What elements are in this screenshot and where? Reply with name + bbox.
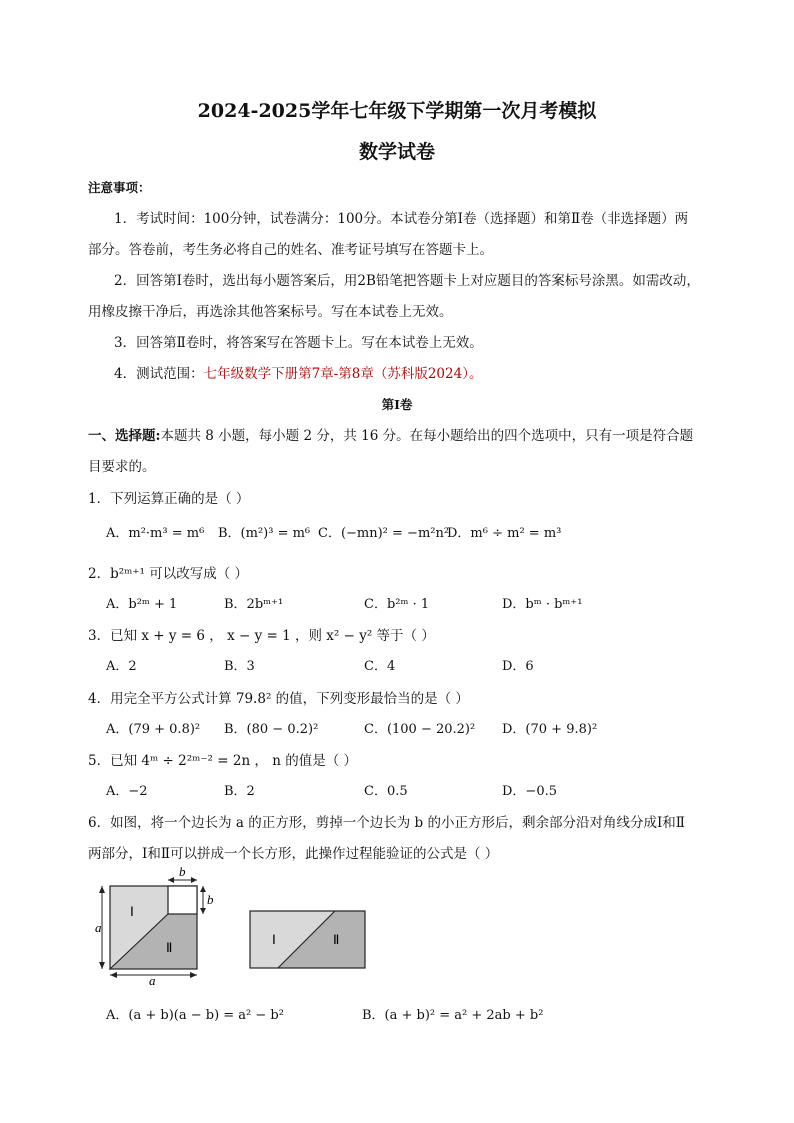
arrowhead-icon — [99, 962, 105, 969]
q2-option-d: D．bᵐ · bᵐ⁺¹ — [502, 597, 583, 612]
q4-option-d: D．(70 + 9.8)² — [502, 722, 598, 737]
q3-option-d: D．6 — [502, 659, 534, 674]
q5-option-b: B．2 — [224, 784, 255, 799]
section-one-desc-b: 目要求的。 — [88, 459, 156, 475]
q3-option-c: C．4 — [364, 659, 396, 674]
part-one-heading: 第Ⅰ卷 — [381, 397, 413, 412]
q4-option-b: B．(80 − 0.2)² — [224, 722, 319, 737]
q1-stem: 1．下列运算正确的是（ ） — [88, 491, 250, 507]
q5-option-d: D．−0.5 — [502, 784, 557, 799]
q2-option-a: A．b²ᵐ + 1 — [106, 597, 178, 612]
arrowhead-icon — [200, 886, 206, 892]
notice-item-2a: 2．回答第Ⅰ卷时，选出每小题答案后，用2B铅笔把答题卡上对应题目的答案标号涂黑。如需改动， — [114, 273, 700, 289]
notice-item-4 — [114, 362, 482, 382]
q2-stem: 2．b²ᵐ⁺¹ 可以改写成（ ） — [88, 566, 249, 582]
arrowhead-icon — [191, 877, 197, 883]
notice-item-4-scope: 七年级数学下册第7章-第8章（苏科版2024）。 — [203, 366, 483, 382]
q4-option-c: C．(100 − 20.2)² — [364, 722, 476, 737]
arrowhead-icon — [110, 972, 117, 978]
q1-option-d: D．m⁶ ÷ m² = m³ — [447, 526, 562, 541]
q1-option-c: C．(−mn)² = −m²n² — [318, 526, 450, 541]
q1-option-b: B．(m²)³ = m⁶ — [218, 526, 311, 541]
section-one-desc-a: 本题共 8 小题，每小题 2 分，共 16 分。在每小题给出的四个选项中，只有一项是符合题 — [160, 428, 694, 444]
page-subtitle: 数学试卷 — [358, 141, 435, 163]
q2-option-b: B．2bᵐ⁺¹ — [224, 597, 284, 612]
notice-item-1b: 部分。答卷前，考生务必将自己的姓名、准考证号填写在答题卡上。 — [88, 242, 493, 258]
page-title: 2024-2025学年七年级下学期第一次月考模拟 — [197, 100, 597, 122]
notice-item-4-prefix: 4．测试范围： — [114, 366, 204, 382]
rect-region-two-label: Ⅱ — [333, 932, 340, 947]
notice-item-1a: 1．考试时间：100分钟，试卷满分：100分。本试卷分第Ⅰ卷（选择题）和第Ⅱ卷（非选择题）两 — [114, 211, 689, 227]
q3-stem: 3．已知 x + y = 6 ， x − y = 1 ，则 x² − y² 等于（ ） — [88, 628, 435, 644]
notice-heading: 注意事项： — [88, 180, 151, 195]
q4-stem: 4．用完全平方公式计算 79.8² 的值，下列变形最恰当的是（ ） — [88, 691, 469, 707]
notice-item-3: 3．回答第Ⅱ卷时，将答案写在答题卡上。写在本试卷上无效。 — [114, 335, 483, 351]
q5-stem: 5．已知 4ᵐ ÷ 2²ᵐ⁻² = 2n ， n 的值是（ ） — [88, 753, 357, 769]
region-one-label: Ⅰ — [130, 904, 134, 919]
q5-option-a: A．−2 — [106, 784, 148, 799]
rearranged-rectangle-figure — [247, 908, 369, 972]
label-b-top: b — [179, 864, 186, 879]
arrowhead-icon — [190, 972, 197, 978]
section-one-label: 一、选择题: — [88, 428, 161, 444]
q6-stem-a: 6．如图，将一个边长为 a 的正方形，剪掉一个边长为 b 的小正方形后，剩余部分沿对角线分成Ⅰ和Ⅱ — [88, 815, 685, 831]
arrowhead-icon — [200, 908, 206, 914]
q5-option-c: C．0.5 — [364, 784, 408, 799]
section-one-intro — [88, 424, 693, 444]
removed-small-square — [168, 886, 197, 914]
region-two-label: Ⅱ — [166, 940, 173, 955]
q6-stem-b: 两部分，Ⅰ和Ⅱ可以拼成一个长方形，此操作过程能验证的公式是（ ） — [88, 846, 499, 862]
cut-square-figure — [92, 864, 232, 988]
q3-option-a: A．2 — [106, 659, 137, 674]
q3-option-b: B．3 — [224, 659, 255, 674]
q6-option-a: A．(a + b)(a − b) = a² − b² — [106, 1008, 284, 1023]
rect-region-one-label: Ⅰ — [272, 932, 276, 947]
label-a-bottom: a — [149, 973, 156, 988]
label-a-side: a — [95, 920, 102, 935]
q4-option-a: A．(79 + 0.8)² — [106, 722, 201, 737]
arrowhead-icon — [99, 886, 105, 893]
q2-option-c: C．b²ᵐ · 1 — [364, 597, 430, 612]
q1-option-a: A．m²·m³ = m⁶ — [106, 526, 205, 541]
label-b-side: b — [207, 892, 214, 907]
arrowhead-icon — [168, 877, 174, 883]
q6-option-b: B．(a + b)² = a² + 2ab + b² — [362, 1008, 544, 1023]
notice-item-2b: 用橡皮擦干净后，再选涂其他答案标号。写在本试卷上无效。 — [88, 304, 453, 320]
